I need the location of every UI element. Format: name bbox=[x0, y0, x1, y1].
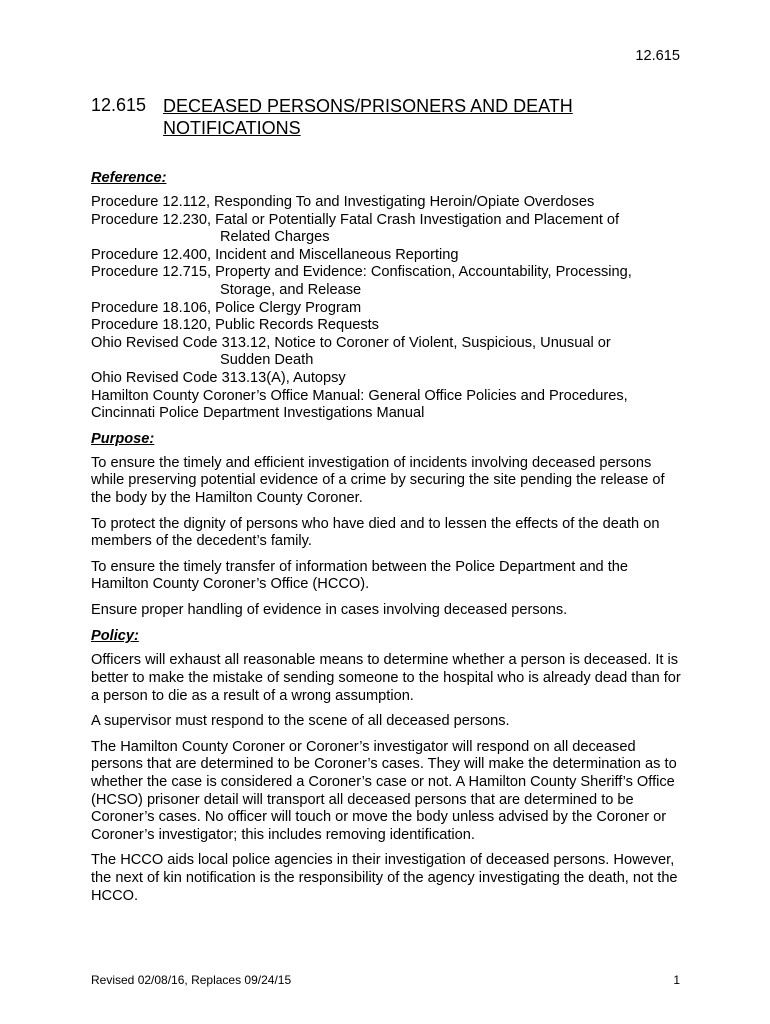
reference-continuation: Sudden Death bbox=[220, 352, 314, 369]
reference-line: Ohio Revised Code 313.12, Notice to Coroner of Violent, Suspicious, Unusual or bbox=[91, 334, 611, 351]
policy-heading: Policy: bbox=[91, 628, 139, 645]
purpose-paragraph: To protect the dignity of persons who have died and to lessen the effects of the death on members of the decedent’s family. bbox=[91, 515, 660, 550]
document-body bbox=[91, 169, 686, 913]
footer-page-number: 1 bbox=[673, 973, 680, 987]
reference-line: Procedure 18.120, Public Records Requests bbox=[91, 317, 379, 334]
reference-item bbox=[91, 300, 686, 318]
reference-item bbox=[91, 264, 686, 299]
purpose-paragraph: To ensure the timely and efficient investigation of incidents involving deceased persons while preserving potential evidence of a crime by securing the site pending the release of the body by the Hamilton County Coroner. bbox=[91, 454, 665, 506]
reference-item bbox=[91, 194, 686, 212]
reference-line: Cincinnati Police Department Investigations Manual bbox=[91, 405, 425, 422]
reference-item bbox=[91, 388, 686, 406]
title-number: 12.615 bbox=[91, 95, 147, 115]
reference-item bbox=[91, 370, 686, 388]
reference-line: Procedure 18.106, Police Clergy Program bbox=[91, 299, 362, 316]
reference-list bbox=[91, 194, 686, 423]
reference-continuation: Storage, and Release bbox=[220, 281, 362, 298]
policy-paragraph: Officers will exhaust all reasonable means to determine whether a person is deceased. It is better to make the mistake of sending someone to the hospital who is already dead than for a person to die as a result of a wrong assumption. bbox=[91, 652, 681, 704]
reference-item bbox=[91, 317, 686, 335]
reference-item bbox=[91, 405, 686, 423]
reference-line: Procedure 12.112, Responding To and Investigating Heroin/Opiate Overdoses bbox=[91, 194, 595, 210]
reference-item bbox=[91, 247, 686, 265]
reference-line: Hamilton County Coroner’s Office Manual: General Office Policies and Procedures, bbox=[91, 387, 628, 404]
reference-continuation: Related Charges bbox=[220, 229, 330, 246]
policy-paragraph: The Hamilton County Coroner or Coroner’s investigator will respond on all deceased persons that are determined to be Coroner’s cases. They will make the determination as to whether the case is considered a Coroner’s case or not. A Hamilton County Sheriff’s Office (HCSO) prisoner detail will transport all deceased persons that are determined to be Coroner’s cases. No officer will touch or move the body unless advised by the Coroner or Coroner’s investigator; this includes removing identification. bbox=[91, 738, 677, 843]
purpose-heading: Purpose: bbox=[91, 430, 155, 447]
reference-heading: Reference: bbox=[91, 170, 167, 186]
reference-line: Procedure 12.400, Incident and Miscellaneous Reporting bbox=[91, 246, 459, 263]
purpose-paragraph: To ensure the timely transfer of information between the Police Department and the Hamilton County Coroner’s Office (HCCO). bbox=[91, 558, 629, 593]
page-code: 12.615 bbox=[635, 48, 680, 64]
footer-revision: Revised 02/08/16, Replaces 09/24/15 bbox=[91, 973, 292, 987]
reference-item bbox=[91, 212, 686, 247]
policy-paragraph: A supervisor must respond to the scene of all deceased persons. bbox=[91, 713, 510, 730]
reference-line: Procedure 12.715, Property and Evidence: Confiscation, Accountability, Processing, bbox=[91, 264, 632, 281]
page-title: DECEASED PERSONS/PRISONERS AND DEATH NOTIFICATIONS bbox=[163, 96, 573, 138]
reference-item bbox=[91, 335, 686, 370]
reference-line: Procedure 12.230, Fatal or Potentially Fatal Crash Investigation and Placement of bbox=[91, 211, 620, 228]
reference-line: Ohio Revised Code 313.13(A), Autopsy bbox=[91, 369, 346, 386]
policy-paragraph: The HCCO aids local police agencies in their investigation of deceased persons. However, the next of kin notification is the responsibility of the agency investigating the death, not the HCCO. bbox=[91, 852, 678, 904]
purpose-paragraph: Ensure proper handling of evidence in cases involving deceased persons. bbox=[91, 601, 568, 618]
